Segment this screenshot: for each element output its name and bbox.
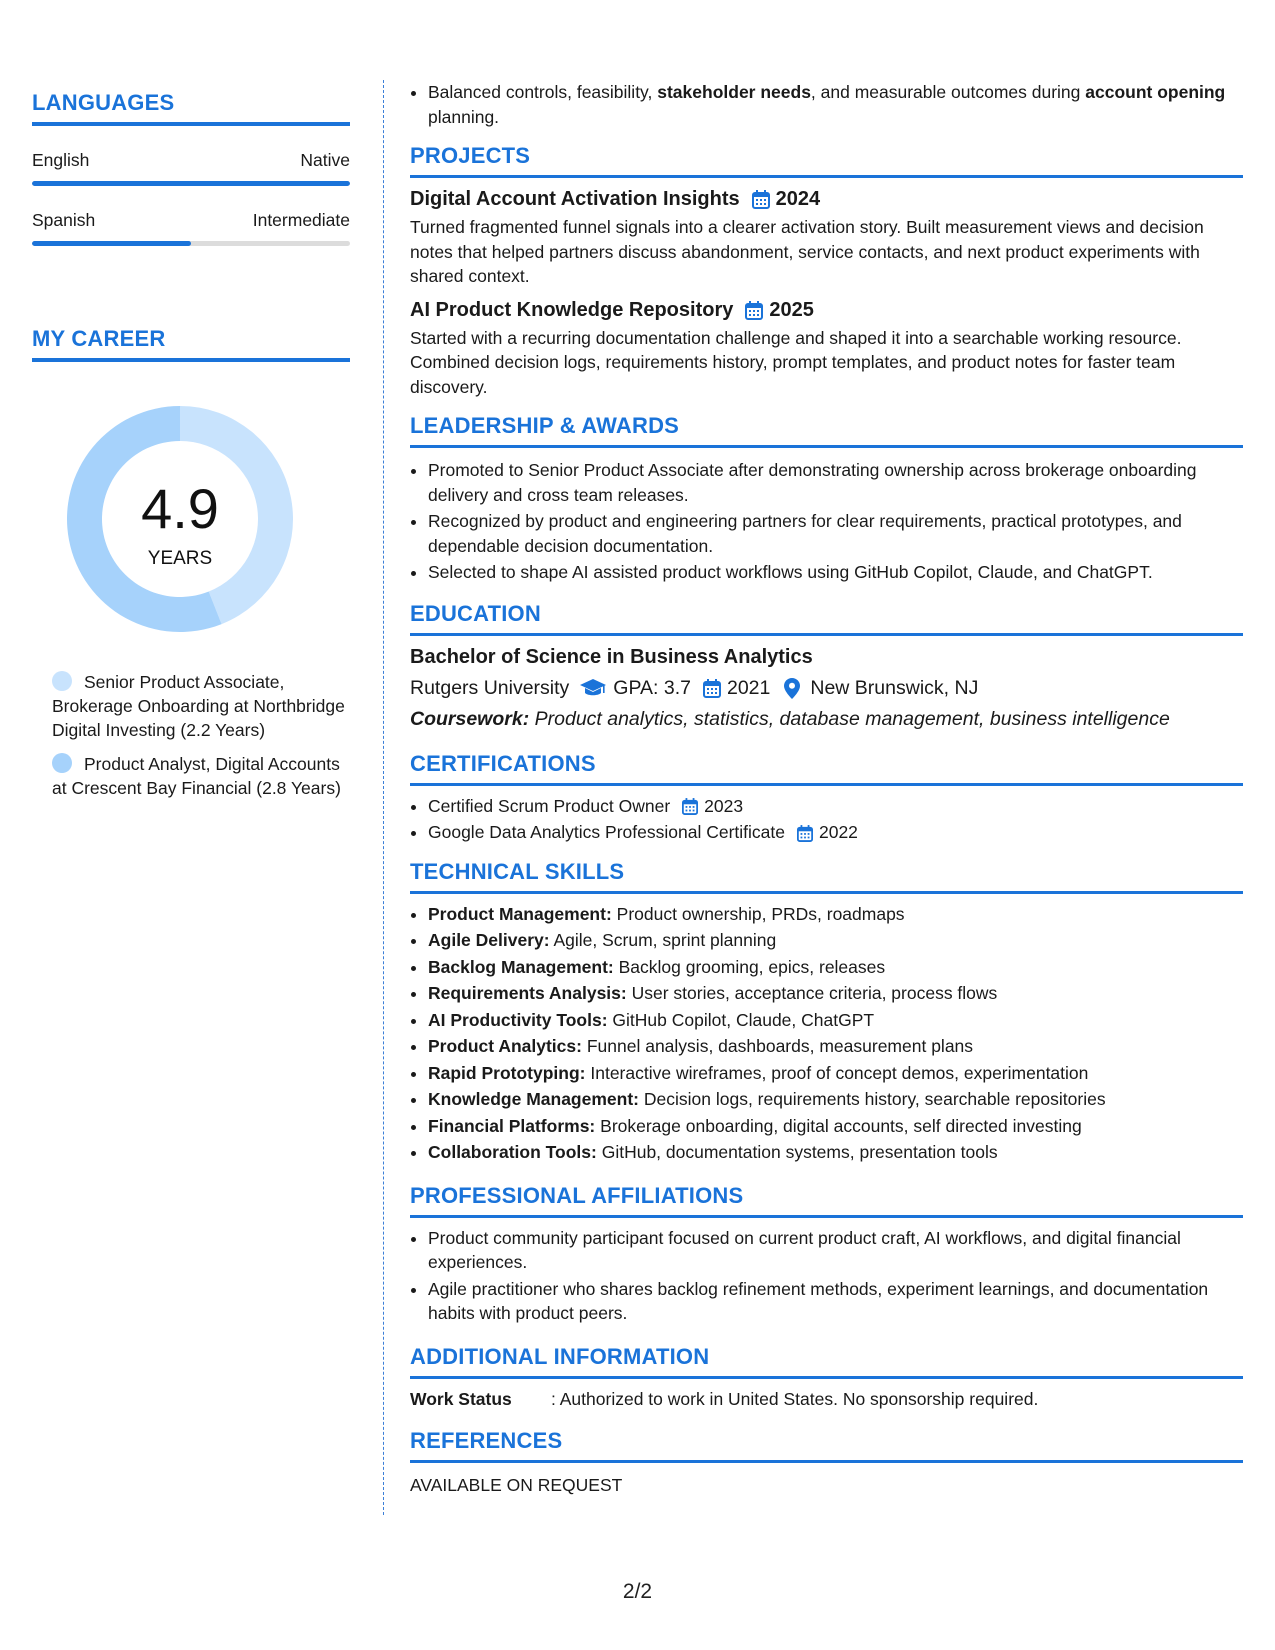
skill-value: Agile, Scrum, sprint planning bbox=[553, 930, 777, 950]
language-name: Spanish bbox=[32, 210, 96, 230]
leadership-heading: LEADERSHIP & AWARDS bbox=[410, 413, 1243, 448]
list-item bbox=[428, 955, 1243, 980]
legend-dot-icon bbox=[52, 753, 72, 773]
language-level-bar bbox=[32, 241, 350, 246]
cert-name: Certified Scrum Product Owner bbox=[428, 795, 671, 816]
skill-label: Rapid Prototyping: bbox=[428, 1062, 586, 1083]
work-status-row bbox=[410, 1389, 1243, 1410]
location-pin-icon bbox=[784, 678, 800, 699]
legend-label: Senior Product Associate, Brokerage Onboarding at Northbridge Digital Investing (2.2 Years) bbox=[52, 672, 345, 740]
legend-dot-icon bbox=[52, 671, 72, 691]
skill-label: AI Productivity Tools: bbox=[428, 1009, 608, 1030]
skill-label: Knowledge Management: bbox=[428, 1089, 639, 1109]
skill-value: GitHub, documentation systems, presentation tools bbox=[601, 1142, 998, 1162]
education-coursework bbox=[410, 708, 1243, 731]
list-item: • Selected to shape AI assisted product workflows using GitHub Copilot, Claude, and ChatGPT. bbox=[428, 560, 1243, 585]
list-item: • Recognized by product and engineering partners for clear requirements, practical prototypes, and dependable decision documentation. bbox=[428, 509, 1243, 558]
education-location: New Brunswick, NJ bbox=[810, 676, 979, 699]
column-divider bbox=[383, 80, 384, 1515]
additional-heading: ADDITIONAL INFORMATION bbox=[410, 1344, 1243, 1379]
calendar-icon bbox=[797, 825, 813, 842]
skill-value: GitHub Copilot, Claude, ChatGPT bbox=[612, 1009, 875, 1030]
list-item bbox=[428, 80, 1243, 129]
career-total-unit: YEARS bbox=[147, 548, 213, 569]
language-name: English bbox=[32, 150, 90, 170]
list-item bbox=[428, 1008, 1243, 1033]
text-run: , and measurable outcomes during bbox=[810, 82, 1086, 102]
skill-value: Brokerage onboarding, digital accounts, self directed investing bbox=[600, 1115, 1082, 1136]
skill-label: Financial Platforms: bbox=[428, 1115, 596, 1136]
text-run-bold: account opening bbox=[1085, 82, 1226, 102]
education-item bbox=[410, 646, 1243, 731]
project-name: Digital Account Activation Insights bbox=[410, 188, 740, 210]
career-total-value: 4.9 bbox=[141, 477, 219, 540]
cert-year: 2023 bbox=[704, 795, 744, 816]
sidebar bbox=[32, 90, 350, 810]
career-legend bbox=[52, 670, 350, 800]
cert-name: Google Data Analytics Professional Certificate bbox=[428, 822, 785, 842]
career-section bbox=[32, 326, 350, 800]
calendar-icon bbox=[703, 679, 721, 698]
text-run: planning. bbox=[428, 106, 500, 127]
skills-heading: TECHNICAL SKILLS bbox=[410, 859, 1243, 894]
leadership-list bbox=[410, 458, 1243, 585]
list-item bbox=[428, 820, 1243, 845]
skill-value: Funnel analysis, dashboards, measurement plans bbox=[586, 1036, 974, 1056]
calendar-icon bbox=[745, 301, 763, 320]
skill-label: Agile Delivery: bbox=[428, 930, 550, 950]
references-text: AVAILABLE ON REQUEST bbox=[410, 1474, 623, 1495]
skill-label: Product Management: bbox=[428, 903, 612, 924]
project-year: 2024 bbox=[775, 188, 821, 210]
list-item bbox=[428, 1087, 1243, 1112]
language-level: Native bbox=[300, 150, 350, 170]
language-level-bar bbox=[32, 181, 350, 186]
language-level-bar-fill bbox=[32, 241, 191, 246]
project-item bbox=[410, 299, 1243, 400]
career-donut-chart bbox=[67, 406, 293, 632]
list-item: • Agile practitioner who shares backlog refinement methods, experiment learnings, and documentation habits with product peers. bbox=[428, 1277, 1243, 1326]
list-item bbox=[428, 1061, 1243, 1086]
list-item bbox=[428, 1034, 1243, 1059]
skills-list bbox=[410, 902, 1243, 1165]
text-run-bold: stakeholder needs bbox=[657, 82, 811, 102]
list-item: • Promoted to Senior Product Associate after demonstrating ownership across brokerage onboarding delivery and cross team releases. bbox=[428, 458, 1243, 507]
references-heading: REFERENCES bbox=[410, 1428, 1243, 1463]
calendar-icon bbox=[752, 190, 770, 209]
skill-label: Backlog Management: bbox=[428, 956, 614, 977]
legend-label: Product Analyst, Digital Accounts at Crescent Bay Financial (2.8 Years) bbox=[52, 754, 341, 798]
skill-value: Backlog grooming, epics, releases bbox=[618, 956, 886, 977]
main-content bbox=[410, 80, 1243, 1497]
coursework-text: Product analytics, statistics, database management, business intelligence bbox=[534, 707, 1170, 730]
list-item bbox=[428, 902, 1243, 927]
education-heading: EDUCATION bbox=[410, 601, 1243, 636]
project-year: 2025 bbox=[769, 298, 814, 321]
legend-item bbox=[52, 670, 350, 742]
list-item bbox=[428, 1140, 1243, 1165]
cert-year: 2022 bbox=[818, 822, 858, 842]
affiliations-heading: PROFESSIONAL AFFILIATIONS bbox=[410, 1183, 1243, 1218]
legend-item bbox=[52, 752, 350, 800]
experience-continued-list bbox=[410, 80, 1243, 129]
affiliations-list bbox=[410, 1226, 1243, 1326]
text-run: Balanced controls, feasibility, bbox=[428, 82, 658, 102]
education-school: Rutgers University bbox=[410, 676, 570, 699]
certifications-heading: CERTIFICATIONS bbox=[410, 751, 1243, 786]
project-name: AI Product Knowledge Repository bbox=[410, 298, 734, 321]
graduation-cap-icon bbox=[579, 678, 607, 698]
work-status-label: Work Status bbox=[410, 1388, 512, 1409]
page-number: 2/2 bbox=[622, 1580, 653, 1603]
calendar-icon bbox=[682, 798, 698, 815]
project-description: Started with a recurring documentation challenge and shaped it into a searchable working resource. Combined decision logs, requirements history, prompt templates, and product notes for faster team discovery. bbox=[410, 327, 1182, 397]
list-item bbox=[428, 928, 1243, 953]
work-status-value: : Authorized to work in United States. No sponsorship required. bbox=[551, 1388, 1039, 1409]
skill-label: Product Analytics: bbox=[428, 1036, 582, 1056]
list-item bbox=[428, 981, 1243, 1006]
project-item bbox=[410, 188, 1243, 289]
career-heading: MY CAREER bbox=[32, 326, 350, 362]
language-english bbox=[32, 150, 350, 186]
skill-value: Interactive wireframes, proof of concept demos, experimentation bbox=[590, 1062, 1089, 1083]
education-gpa: GPA: 3.7 bbox=[613, 676, 691, 699]
projects-heading: PROJECTS bbox=[410, 143, 1243, 178]
skill-label: Requirements Analysis: bbox=[428, 983, 627, 1003]
education-degree: Bachelor of Science in Business Analytics bbox=[410, 645, 813, 668]
project-description: Turned fragmented funnel signals into a clearer activation story. Built measurement views and decision notes that helped partners discuss abandonment, service contacts, and next product experiments with shared context. bbox=[410, 217, 1204, 286]
skill-label: Collaboration Tools: bbox=[428, 1142, 597, 1162]
skill-value: Decision logs, requirements history, searchable repositories bbox=[643, 1089, 1106, 1109]
skill-value: User stories, acceptance criteria, process flows bbox=[631, 983, 998, 1003]
languages-heading: LANGUAGES bbox=[32, 90, 350, 126]
list-item bbox=[428, 794, 1243, 819]
education-year: 2021 bbox=[726, 676, 771, 699]
coursework-label: Coursework: bbox=[410, 707, 530, 730]
language-level-bar-fill bbox=[32, 181, 350, 186]
list-item bbox=[428, 1114, 1243, 1139]
language-spanish bbox=[32, 210, 350, 246]
language-level: Intermediate bbox=[252, 210, 350, 230]
skill-value: Product ownership, PRDs, roadmaps bbox=[616, 903, 905, 924]
certifications-list bbox=[410, 794, 1243, 845]
list-item: • Product community participant focused on current product craft, AI workflows, and digital financial experiences. bbox=[428, 1226, 1243, 1275]
